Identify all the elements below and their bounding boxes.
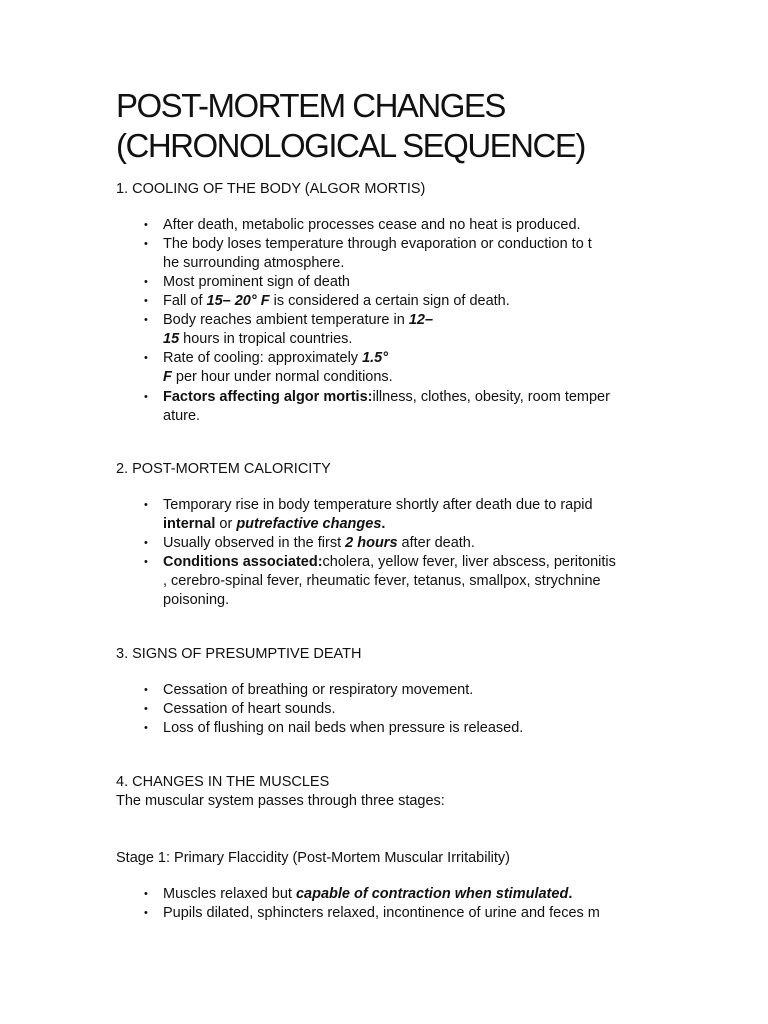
page-title — [116, 86, 716, 166]
bullet-icon: • — [144, 314, 148, 326]
list-item: • Muscles relaxed but capable of contraction when stimulated. — [144, 886, 573, 902]
list-item: • Factors affecting algor mortis:illness, clothes, obesity, room temper ature. — [144, 389, 610, 424]
title-line-2: (CHRONOLOGICAL SEQUENCE) — [116, 127, 585, 164]
list-item: • Rate of cooling: approximately 1.5° F per hour under normal conditions. — [144, 350, 393, 385]
list-item: • Temporary rise in body temperature shortly after death due to rapid internal or putrefactive changes. — [144, 497, 593, 532]
bullet-icon: • — [144, 703, 148, 715]
bullet-icon: • — [144, 295, 148, 307]
section-heading: 4. CHANGES IN THE MUSCLES — [116, 774, 330, 790]
section-3-list — [116, 681, 676, 738]
section-heading: 1. COOLING OF THE BODY (ALGOR MORTIS) — [116, 181, 426, 197]
list-item: • Most prominent sign of death — [144, 274, 350, 290]
bullet-icon: • — [144, 238, 148, 250]
list-item: • Body reaches ambient temperature in 12– 15 hours in tropical countries. — [144, 312, 434, 347]
bullet-icon: • — [144, 722, 148, 734]
list-item: • Cessation of breathing or respiratory movement. — [144, 682, 474, 698]
list-item: • Fall of 15– 20° F is considered a certain sign of death. — [144, 293, 510, 309]
bullet-icon: • — [144, 537, 148, 549]
list-item: • Pupils dilated, sphincters relaxed, incontinence of urine and feces m — [144, 905, 600, 921]
list-item: • Conditions associated:cholera, yellow fever, liver abscess, peritonitis , cerebro-spinal fever, rheumatic fever, tetanus, smallpox, strychnine poisoning. — [144, 554, 616, 608]
stage-1-heading — [116, 849, 676, 868]
section-heading: 2. POST-MORTEM CALORICITY — [116, 461, 331, 477]
bullet-icon: • — [144, 684, 148, 696]
list-item: • After death, metabolic processes cease and no heat is produced. — [144, 217, 581, 233]
bullet-icon: • — [144, 907, 148, 919]
section-2-list — [116, 496, 676, 610]
section-heading: 3. SIGNS OF PRESUMPTIVE DEATH — [116, 646, 362, 662]
section-2-heading — [116, 460, 676, 479]
title-line-1: POST-MORTEM CHANGES — [116, 87, 505, 124]
section-1-heading — [116, 180, 676, 199]
section-intro: The muscular system passes through three stages: — [116, 793, 445, 809]
bullet-icon: • — [144, 219, 148, 231]
section-1-list — [116, 216, 676, 426]
bullet-icon: • — [144, 556, 148, 568]
section-3-heading — [116, 645, 676, 664]
list-item: • Usually observed in the first 2 hours after death. — [144, 535, 475, 551]
subsection-heading: Stage 1: Primary Flaccidity (Post-Mortem Muscular Irritability) — [116, 850, 510, 866]
bullet-icon: • — [144, 276, 148, 288]
section-4-list — [116, 885, 676, 923]
list-item: • The body loses temperature through evaporation or conduction to t he surrounding atmosphere. — [144, 236, 592, 271]
bullet-icon: • — [144, 391, 148, 403]
list-item: • Loss of flushing on nail beds when pressure is released. — [144, 720, 524, 736]
bullet-icon: • — [144, 888, 148, 900]
section-4-heading — [116, 773, 676, 811]
bullet-icon: • — [144, 499, 148, 511]
list-item: • Cessation of heart sounds. — [144, 701, 336, 717]
bullet-icon: • — [144, 352, 148, 364]
